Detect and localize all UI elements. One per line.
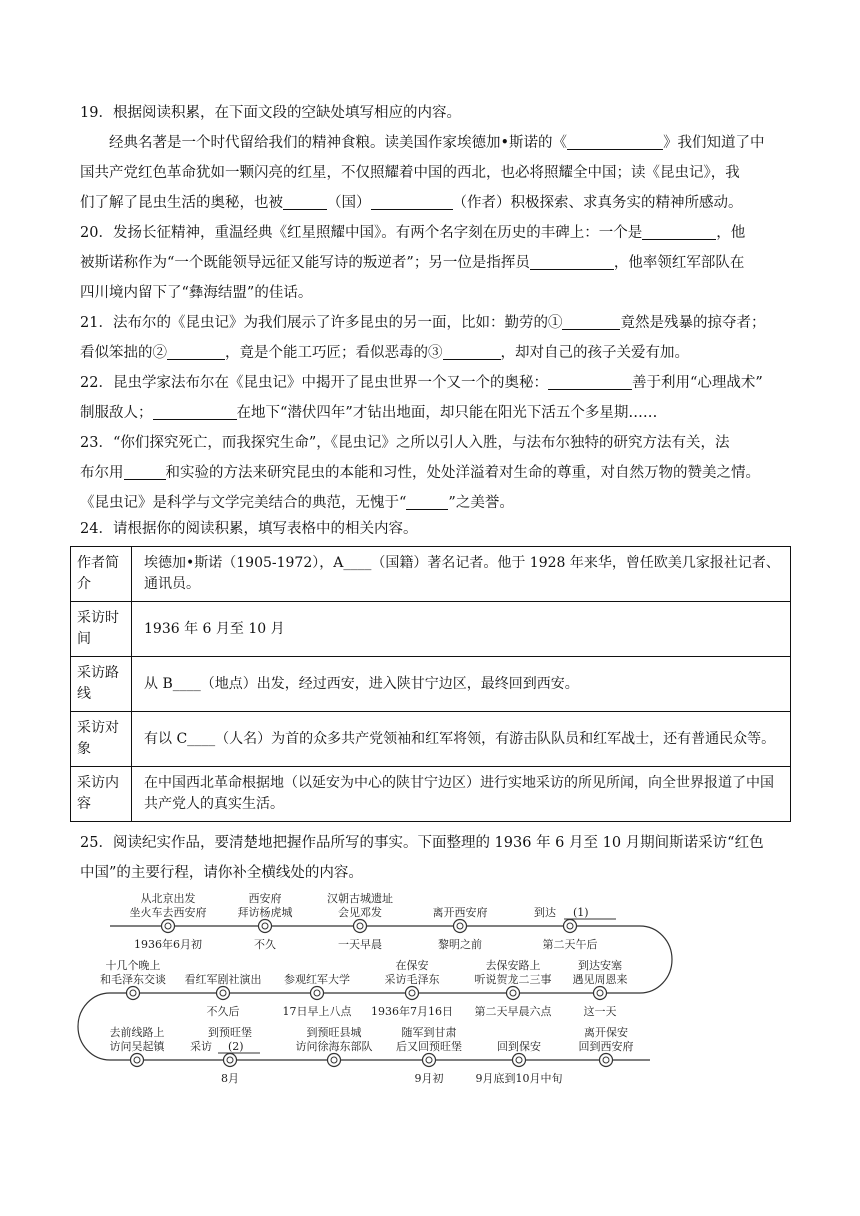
station-date: 9月底到10月中旬 [475,1072,563,1085]
route-station [476,1039,563,1085]
q21-text: 看似笨拙的② [80,345,167,361]
station-label: 去前线路上 [109,1026,165,1039]
answer-blank-label: (1) [573,906,589,919]
row-content: 埃德加•斯诺（1905-1972），A____（国籍）著名记者。他于 1928 年来华，曾任欧美几家报社记者、通讯员。 [132,547,791,602]
q23-text: 《昆虫记》是科学与文学完美结合的典范，无愧于“ [80,495,407,511]
station-label: 回到西安府 [578,1040,634,1053]
q20-text: 被斯诺称作为“一个既能领导远征又能写诗的叛逆者”；另一位是指挥员 [80,255,530,271]
q20-text: ，他 [716,225,746,241]
station-label: 十几个晚上 [105,959,161,972]
row-header: 采访时间 [71,602,132,657]
q19-text: 》我们知道了中 [663,135,765,151]
route-stations [100,891,634,1085]
row-header: 作者简介 [71,547,132,602]
q21-text: ，却对自己的孩子关爱有加。 [500,345,689,361]
route-station [283,972,353,1018]
q19-title: 19．根据阅读积累，在下面文段的空缺处填写相应的内容。 [80,105,461,121]
station-marker [564,920,577,933]
station-marker [423,1054,436,1067]
station-label: 离开保安 [584,1026,628,1039]
station-marker [131,1054,144,1067]
station-date: 17日早上八点 [282,1005,352,1018]
q23-text: 和实验的方法来研究昆虫的本能和习性，处处洋溢着对生命的尊重，对自然万物的赞美之情。 [165,465,760,481]
row-content: 在中国西北革命根据地（以延安为中心的陕甘宁边区）进行实地采访的所见所闻，向全世界报道了中国共产党人的真实生活。 [132,767,791,822]
station-label: 到预旺县城 [306,1026,362,1039]
route-station [238,891,293,951]
station-marker [311,987,324,1000]
q22-text: 22．昆虫学家法布尔在《昆虫记》中揭开了昆虫世界一个又一个的奥秘： [80,375,548,391]
station-label: 回到保安 [497,1040,541,1053]
station-label: 访问吴起镇 [109,1040,165,1053]
station-label: 遇见周恩来 [572,973,628,986]
station-label: 会见邓发 [338,906,382,919]
q22-text: 善于利用“心理战术” [631,375,763,391]
row-content: 从 B____（地点）出发，经过西安，进入陕甘宁边区，最终回到西安。 [132,657,791,712]
station-label: 到达安塞 [578,959,622,972]
q21-text: ，竟是个能工巧匠；看似恶毒的③ [225,345,443,361]
q25-line2: 中国”的主要行程，请你补全横线处的内容。 [80,865,363,881]
station-marker [217,987,230,1000]
station-label: 看红军剧社演出 [184,973,262,986]
station-marker [406,987,419,1000]
q23-text: 布尔用 [80,465,124,481]
station-marker [600,1054,613,1067]
route-station [371,958,453,1018]
station-label: 采访 [190,1040,212,1053]
row-content: 1936 年 6 月至 10 月 [132,602,791,657]
station-label: 随军到甘肃 [401,1026,457,1039]
route-station [185,972,262,1018]
station-label: 参观红军大学 [284,973,350,986]
station-marker [162,920,175,933]
q24-title: 24．请根据你的阅读积累，填写表格中的相关内容。 [80,521,418,537]
station-marker [127,987,140,1000]
route-station [327,891,393,951]
station-label: 到达 [534,906,556,919]
station-label: 到预旺堡 [208,1026,252,1039]
q19-text: 们了解了昆虫生活的奥秘，也被 [80,195,283,211]
q20-text: ，他率领红军部队在 [613,255,745,271]
station-marker [454,920,467,933]
route-station [190,1025,260,1085]
station-marker [507,987,520,1000]
q23-line1: 23．“你们探究死亡，而我探究生命”，《昆虫记》之所以引人入胜，与法布尔独特的研究方法有关，法 [80,435,730,451]
q19-text: 经典名著是一个时代留给我们的精神食粮。读美国作家埃德加•斯诺的《 [109,135,568,151]
station-label: 拜访杨虎城 [237,906,293,919]
station-date: 不久后 [206,1005,240,1018]
route-station [475,958,553,1018]
station-date: 不久 [254,938,276,951]
route-station [396,1025,462,1085]
row-header: 采访内容 [71,767,132,822]
station-date: 第二天早晨六点 [474,1005,552,1018]
station-label: 离开西安府 [432,906,488,919]
q21-text: 21．法布尔的《昆虫记》为我们展示了许多昆虫的另一面，比如：勤劳的① [80,315,563,331]
station-date: 9月初 [414,1072,444,1085]
q25-line1: 25．阅读纪实作品，要清楚地把握作品所写的事实。下面整理的 1936 年 6 月至 10 月期间斯诺采访“红色 [80,835,764,851]
q19-text: （作者）积极探索、求真务实的精神所感动。 [452,195,743,211]
station-date: 一天早晨 [338,938,382,951]
station-date: 1936年6月初 [134,938,202,951]
station-label: 在保安 [395,959,429,972]
q21-text: 竟然是残暴的掠夺者； [620,315,766,331]
row-header: 采访路线 [71,657,132,712]
route-station [130,891,207,951]
station-date: 这一天 [583,1005,617,1018]
q23-text: ”之美誉。 [448,495,514,511]
station-date: 8月 [221,1072,239,1085]
station-marker [513,1054,526,1067]
q22-text: 在地下“潜伏四年”才钻出地面，却只能在阳光下活五个多星期…… [236,405,658,421]
station-label: 采访毛泽东 [384,973,440,986]
route-station [433,905,488,951]
answer-blank-label: (2) [228,1040,244,1053]
station-date: 1936年7月16日 [371,1005,453,1018]
station-marker [259,920,272,933]
q20-line3: 四川境内留下了“彝海结盟”的佳话。 [80,285,313,301]
station-label: 访问徐海东部队 [295,1040,373,1053]
station-label: 后又回预旺堡 [396,1040,462,1053]
station-marker [224,1054,237,1067]
route-station [573,958,628,1018]
station-label: 从北京出发 [140,892,196,905]
station-label: 和毛泽东交谈 [100,973,166,986]
row-content: 有以 C____（人名）为首的众多共产党领袖和红军将领，有游击队队员和红军战士，还有普通民众等。 [132,712,791,767]
station-marker [594,987,607,1000]
station-label: 汉朝古城遗址 [327,892,393,905]
route-station [534,905,616,951]
station-label: 听说贺龙二三事 [474,973,552,986]
q22-text: 制服敌人； [80,405,153,421]
station-date: 第二天午后 [542,938,598,951]
row-header: 采访对象 [71,712,132,767]
station-label: 坐火车去西安府 [129,906,207,919]
q20-text: 20．发扬长征精神，重温经典《红星照耀中国》。有两个名字刻在历史的丰碑上：一个是 [80,225,643,241]
station-marker [328,1054,341,1067]
q19-line2: 国共产党红色革命犹如一颗闪亮的红星，不仅照耀着中国的西北，也必将照耀全中国；读《昆虫记》，我 [80,165,740,181]
station-marker [354,920,367,933]
station-label: 去保安路上 [485,959,541,972]
station-label: 西安府 [248,892,282,905]
q19-text: （国） [327,195,371,211]
station-date: 黎明之前 [438,938,482,951]
